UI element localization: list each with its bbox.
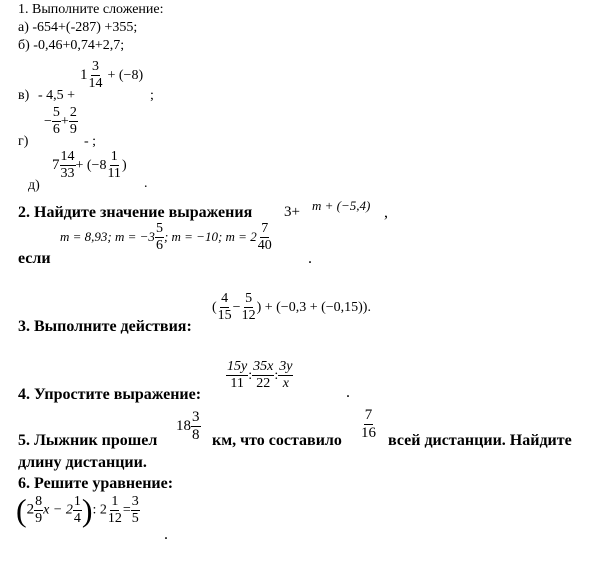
ex5-text1: 5. Лыжник прошел <box>18 432 158 449</box>
ex6-equation <box>16 494 140 526</box>
ex2-title: 2. Найдите значение выражения <box>18 204 253 221</box>
ex1-item-d-label: д) <box>28 178 40 193</box>
ex1-v-den: 14 <box>88 76 103 91</box>
ex3-minus: − <box>232 300 241 316</box>
ex1-d-fraction-1 <box>60 150 76 181</box>
ex6-whole1: 2 <box>26 501 35 518</box>
ex6-num2: 1 <box>73 493 81 509</box>
ex1-d-whole1: 7 <box>52 157 60 174</box>
ex1-d-mid: + (−8 <box>75 158 107 174</box>
ex2-v-den2: 40 <box>257 238 272 253</box>
ex6-fraction-3 <box>107 495 123 526</box>
ex3-fraction-1 <box>217 292 233 323</box>
ex2-values-part2: ; m = −10; m = 2 <box>163 229 257 245</box>
ex1-g-plus: + <box>60 114 69 130</box>
ex1-item-a: а) -654+(-287) +355; <box>18 20 138 35</box>
ex4-den3: x <box>282 376 289 391</box>
ex3-tail: ) + (−0,3 + (−0,15)). <box>256 300 371 316</box>
ex3-fraction-2 <box>241 292 257 323</box>
ex4-num3: 3y <box>279 359 293 374</box>
ex6-fraction-4 <box>131 495 140 526</box>
ex6-end: . <box>164 526 168 543</box>
ex2-comma: , <box>384 204 388 221</box>
ex6-eq: = <box>122 502 131 518</box>
ex1-g-end: - ; <box>84 134 97 149</box>
ex4-end: . <box>346 384 350 401</box>
ex2-end: . <box>308 250 312 267</box>
ex4-num2: 35x <box>253 359 274 374</box>
ex4-den2: 22 <box>256 376 271 391</box>
ex1-v-whole: 1 <box>80 67 88 84</box>
ex1-d-end: . <box>144 176 148 191</box>
ex5-fraction-2 <box>360 408 377 441</box>
ex2-values-fraction-1 <box>155 222 164 253</box>
ex1-v-fraction <box>88 60 104 91</box>
ex4-fraction-3 <box>278 360 293 391</box>
ex2-v-den1: 6 <box>155 238 163 253</box>
ex6-num1: 8 <box>35 493 43 509</box>
ex1-item-d-expr <box>52 150 127 181</box>
ex2-v-num1: 5 <box>155 221 163 236</box>
ex3-den1: 15 <box>217 308 232 323</box>
ex5-num2: 7 <box>364 407 373 423</box>
ex1-d-close: ) <box>121 158 127 174</box>
ex6-fraction-2 <box>73 495 82 526</box>
ex3-title: 3. Выполните действия: <box>18 318 192 335</box>
ex4-title: 4. Упростите выражение: <box>18 386 202 403</box>
ex1-g-minus: − <box>44 114 52 130</box>
ex1-g-den2: 9 <box>69 122 77 137</box>
ex6-mid: x − 2 <box>43 502 73 518</box>
ex5-text3: всей дистанции. Найдите <box>388 432 572 449</box>
ex4-colon1: : <box>248 368 253 384</box>
ex2-v-num2: 7 <box>261 221 269 236</box>
ex4-den1: 11 <box>230 376 244 391</box>
ex5-mixed-number <box>176 410 201 443</box>
ex3-den2: 12 <box>241 308 256 323</box>
ex4-colon2: : <box>274 368 279 384</box>
ex1-item-b: б) -0,46+0,74+2,7; <box>18 38 125 53</box>
ex3-expr <box>212 292 371 323</box>
ex1-d-den1: 33 <box>60 166 75 181</box>
ex2-if: если <box>18 250 51 267</box>
ex1-v-tail: + (−8) <box>107 68 144 84</box>
ex4-fraction-1 <box>226 360 248 391</box>
ex1-d-fraction-2 <box>106 150 121 181</box>
ex5-whole: 18 <box>176 418 191 435</box>
ex6-den4: 5 <box>131 510 139 526</box>
ex5-fraction-1 <box>191 410 201 443</box>
ex1-v-num: 3 <box>92 59 99 74</box>
ex6-num3: 1 <box>111 493 119 509</box>
ex1-title: 1. Выполните сложение: <box>18 2 164 17</box>
ex1-g-den1: 6 <box>52 122 60 137</box>
ex1-d-num2: 1 <box>110 149 118 164</box>
ex2-values-part1: m = 8,93; m = −3 <box>60 229 155 245</box>
ex3-open: ( <box>212 300 217 316</box>
ex3-num1: 4 <box>221 291 229 306</box>
ex6-den1: 9 <box>35 510 43 526</box>
ex6-title: 6. Решите уравнение: <box>18 475 174 492</box>
ex4-expr <box>226 360 293 391</box>
ex5-fraction-2-inner <box>360 408 377 441</box>
ex1-g-fraction-2 <box>69 106 78 137</box>
ex1-d-den2: 11 <box>107 166 121 181</box>
ex5-den1: 8 <box>192 427 200 443</box>
ex5-text2: км, что составило <box>212 432 342 449</box>
ex2-values <box>60 222 273 253</box>
ex1-g-num1: 5 <box>52 105 60 120</box>
ex5-num1: 3 <box>192 409 200 425</box>
ex1-item-v-label: в) <box>18 88 30 103</box>
ex1-v-end: ; <box>150 88 154 103</box>
ex1-item-g-expr <box>44 106 78 137</box>
ex2-expr-lead: 3+ <box>284 204 300 220</box>
ex5-line2: длину дистанции. <box>18 454 147 471</box>
ex1-g-num2: 2 <box>69 105 77 120</box>
ex4-num1: 15y <box>227 359 248 374</box>
ex1-item-v-lead: - 4,5 + <box>38 88 76 103</box>
ex1-item-v-expr <box>80 60 143 91</box>
ex6-num4: 3 <box>131 493 139 509</box>
ex6-rparen: ) <box>81 492 93 528</box>
ex2-values-fraction-2 <box>257 222 273 253</box>
ex4-fraction-2 <box>252 360 274 391</box>
ex1-d-num1: 14 <box>60 149 75 164</box>
ex6-den3: 12 <box>107 510 122 526</box>
ex2-expr-text: m + (−5,4) <box>312 198 371 213</box>
ex2-expr <box>312 198 370 214</box>
ex6-colon: : 2 <box>92 502 107 518</box>
ex3-num2: 5 <box>245 291 253 306</box>
ex1-g-fraction-1 <box>52 106 61 137</box>
ex6-den2: 4 <box>73 510 81 526</box>
ex6-lparen: ( <box>16 492 27 528</box>
ex6-fraction-1 <box>34 495 43 526</box>
ex5-den2: 16 <box>361 425 376 441</box>
ex1-item-g-label: г) <box>18 134 29 149</box>
